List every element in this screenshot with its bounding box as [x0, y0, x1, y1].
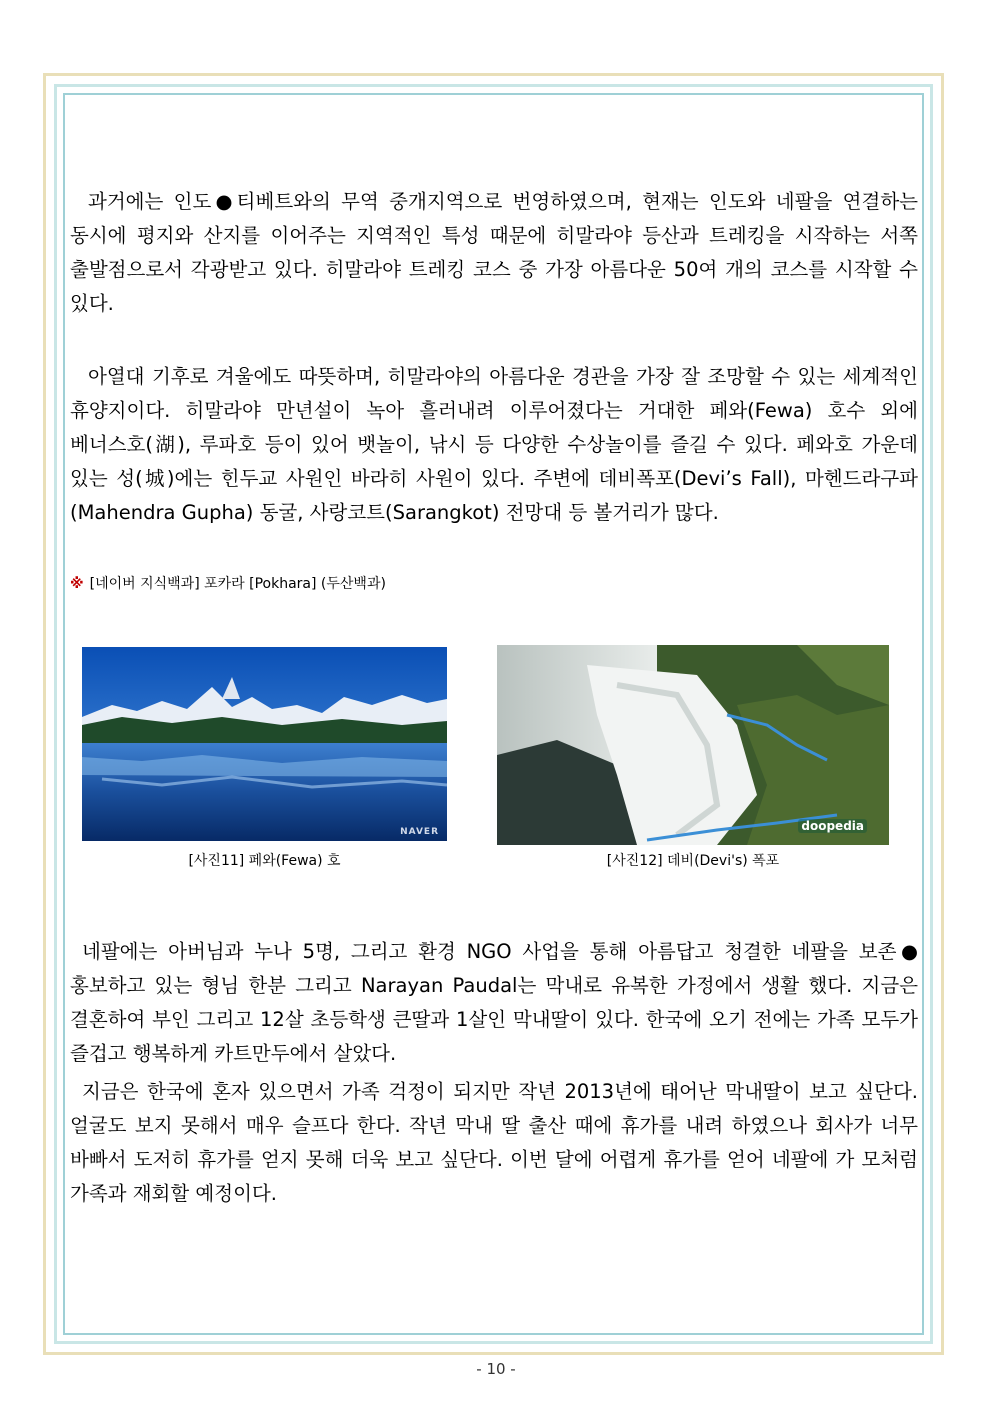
lake-mountain-photo-icon [82, 647, 447, 841]
photo-caption: [사진12] 데비(Devi's) 폭포 [606, 853, 780, 869]
photo-fewa-lake [82, 647, 447, 841]
reference-mark: ※ [70, 576, 84, 592]
photo-watermark: doopedia [798, 819, 867, 833]
paragraph-history: 과거에는 인도●티베트와의 무역 중개지역으로 번영하였으며, 현재는 인도와 네팔을 연결하는 동시에 평지와 산지를 이어주는 지역적인 특성 때문에 히말라야 등산과 트레킹을 시작하는 서쪽 출발점으로서 각광받고 있다. 히말라야 트레킹 코스 중 가장 아름다운 50여 개의 코스를 시작할 수 있다. [70, 190, 918, 315]
source-citation [70, 573, 386, 595]
paragraph-family: 네팔에는 아버님과 누나 5명, 그리고 환경 NGO 사업을 통해 아름답고 청결한 네팔을 보존●홍보하고 있는 형님 한분 그리고 Narayan Paudal는 막내로 유복한 가정에서 생활 했다. 지금은 결혼하여 부인 그리고 12살 초등학생 큰딸과 1살인 막내딸이 있다. 한국에 오기 전에는 가족 모두가 즐겁고 행복하게 카트만두에서 살았다. [70, 940, 918, 1065]
source-text: [네이버 지식백과] 포카라 [Pokhara] (두산백과) [89, 576, 386, 592]
paragraph-climate: 아열대 기후로 겨울에도 따뜻하며, 히말라야의 아름다운 경관을 가장 잘 조망할 수 있는 세계적인 휴양지이다. 히말라야 만년설이 녹아 흘러내려 이루어졌다는 거대한 페와(Fewa) 호수 외에 베너스호(湖), 루파호 등이 있어 뱃놀이, 낚시 등 다양한 수상놀이를 즐길 수 있다. 페와호 가운데 있는 성(城)에는 힌두교 사원인 바라히 사원이 있다. 주변에 데비폭포(Devi’s Fall), 마헨드라구파(Mahendra Gupha) 동굴, 사랑코트(Sarangkot) 전망대 등 볼거리가 많다. [70, 365, 918, 524]
photo-devis-fall [497, 645, 889, 845]
photo-watermark: NAVER [400, 827, 439, 837]
page-number: - 10 - [476, 1360, 516, 1378]
paragraph-missing-family: 지금은 한국에 혼자 있으면서 가족 걱정이 되지만 작년 2013년에 태어난 막내딸이 보고 싶단다. 얼굴도 보지 못해서 매우 슬프다 한다. 작년 막내 딸 출산 때에 휴가를 내려 하였으나 회사가 너무 바빠서 도저히 휴가를 얻지 못해 더욱 보고 싶단다. 이번 달에 어렵게 휴가를 얻어 네팔에 가 모처럼 가족과 재회할 예정이다. [70, 1080, 918, 1205]
waterfall-photo-icon [497, 645, 889, 845]
photo-caption: [사진11] 페와(Fewa) 호 [188, 853, 341, 869]
